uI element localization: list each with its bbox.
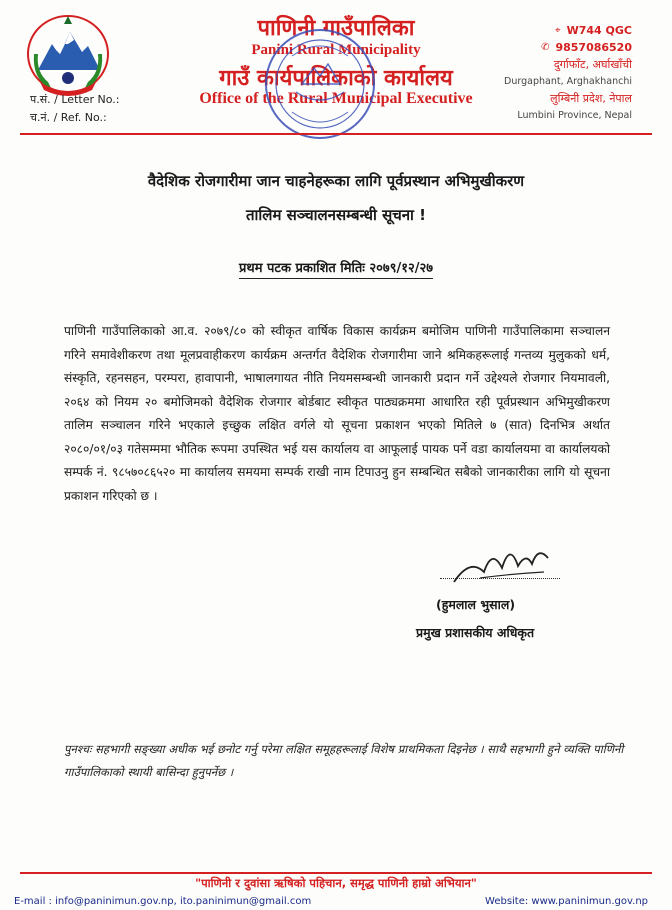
signature-line: [440, 578, 560, 579]
notice-title: [40, 164, 632, 232]
footer-website[interactable]: Website: www.paninimun.gov.np: [485, 896, 648, 907]
office-name-nepali: गाउँ कार्यपालिकाको कार्यालय: [219, 66, 453, 91]
contact-province-en: Lumbini Province, Nepal: [517, 110, 632, 121]
notice-body: पाणिनी गाउँपालिकाको आ.व. २०७९/८० को स्वीकृत वार्षिक विकास कार्यक्रम बमोजिम पाणिनी गाउँपालिकामा सञ्चालन गरिने समावेशीकरण तथा मूलप्रवाहीकरण कार्यक्रम अन्तर्गत वैदेशिक रोजगारीमा जाने श्रमिकहरूलाई गन्तव्य मुलुकको धर्म, संस्कृति, रहनसहन, परम्परा, हावापानी, भाषालगायत नीति नियमसम्बन्धी जानकारी प्रदान गर्ने उद्देश्यले रोजगार नियमावली, २०६४ को नियम २० बमोजिमको वैदेशिक रोजगार बोर्डबाट स्वीकृत पाठ्यक्रममा आधारित रही पूर्वप्रस्थान अभिमुखीकरण तालिम सञ्चालन गरिने भएकाले इच्छुक लक्षित वर्गले यो सूचना प्रकाशन भएको मितिले ७ (सात) दिनभित्र अर्थात २०८०/०१/०३ गतेसम्ममा भौतिक रूपमा उपस्थित भई यस कार्यालय वा आफूलाई पायक पर्ने वडा कार्यालयमा वा कार्यालयको सम्पर्क नं. ९८५७०८६५२० मा कार्यालय समयमा सम्पर्क राखी नाम टिपाउनु हुन सम्बन्धित सबैको जानकारीका लागि यो सूचना प्रकाशन गरिएको छ ।: [64, 324, 610, 503]
signatory-name: (हुमलाल भुसाल): [436, 597, 516, 612]
footer-slogan: [0, 876, 672, 891]
org-name-nepali: पाणिनी गाउँपालिका: [257, 16, 415, 41]
contact-province-np: लुम्बिनी प्रदेश, नेपाल: [550, 92, 632, 105]
signatory-title: प्रमुख प्रशासकीय अधिकृत: [416, 625, 535, 640]
letterhead-divider: [20, 133, 652, 135]
contact-phone: 9857086520: [555, 41, 632, 54]
contact-location-np: दुर्गाफाँट, अर्घाखाँची: [553, 58, 632, 71]
location-pin-icon: ⌖: [554, 25, 561, 36]
notice-title-line1: वैदेशिक रोजगारीमा जान चाहनेहरूका लागि पूर्वप्रस्थान अभिमुखीकरण: [147, 172, 525, 190]
handwritten-signature-icon: [440, 538, 560, 598]
footer-divider: [20, 872, 652, 874]
contact-block: [462, 22, 632, 124]
ref-no-label: च.नं. / Ref. No.:: [30, 111, 107, 124]
phone-icon: ✆: [541, 42, 550, 53]
letter-no-label: प.सं. / Letter No.:: [30, 93, 120, 106]
office-name-english: Office of the Rural Municipal Executive: [199, 90, 473, 107]
published-date-text: प्रथम पटक प्रकाशित मितिः २०७९/१२/२७: [239, 261, 433, 279]
footer-email[interactable]: E-mail : info@paninimun.gov.np, ito.paninimun@gmail.com: [14, 896, 312, 907]
postscript: पुनश्चः सहभागी सङ्ख्या अधीक भई छनोट गर्नु परेमा लक्षित समूहहरूलाई विशेष प्राथमिकता दिइनेछ । साथै सहभागी हुने व्यक्ति पाणिनी गाउँपालिकाको स्थायी बासिन्दा हुनुपर्नेछ ।: [64, 742, 624, 779]
contact-code-row: [462, 22, 632, 39]
contact-code: W744 QGC: [566, 24, 632, 37]
org-name-english: Panini Rural Municipality: [251, 42, 421, 58]
contact-phone-row: [462, 39, 632, 56]
contact-location-en: Durgaphant, Arghakhanchi: [504, 76, 632, 87]
published-date: [0, 258, 672, 276]
notice-title-line2: तालिम सञ्चालनसम्बन्धी सूचना !: [245, 206, 427, 224]
office-seal-stamp-icon: [262, 26, 378, 142]
footer-slogan-text: "पाणिनी र दुवांसा ऋषिको पहिचान, समृद्ध पाणिनी हाम्रो अभियान": [187, 876, 485, 890]
